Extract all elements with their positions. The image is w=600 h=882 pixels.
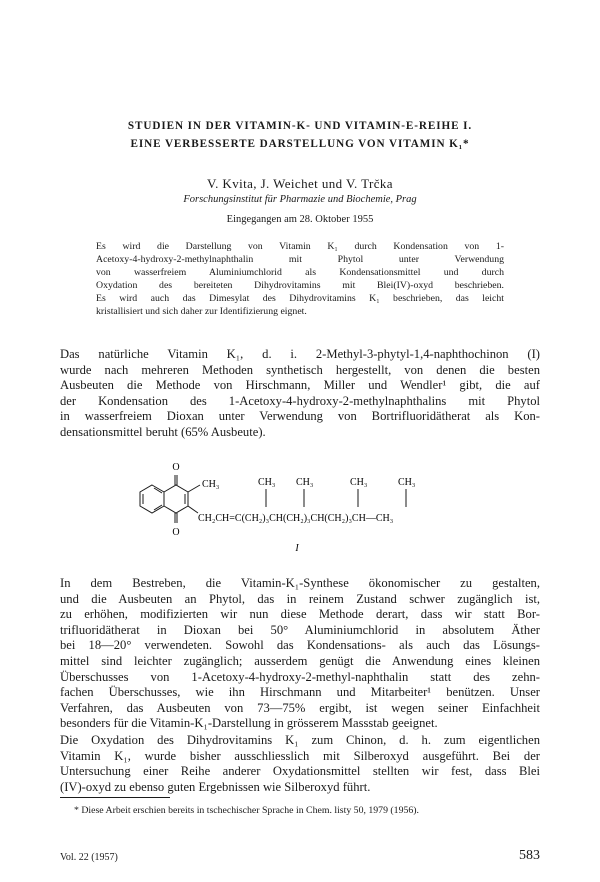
page-number: 583 <box>519 848 540 863</box>
authors: V. Kvita, J. Weichet und V. Trčka <box>207 176 393 191</box>
text-line: Die Oxydation des Dihydrovitamins K₁ zum Chinon, d. h. zum eigentlichen <box>60 733 540 747</box>
paragraph-2 <box>60 576 540 732</box>
text-line: Vitamin K₁, wurde bisher ausschliesslich mit Silberoxyd ausgeführt. Bei der <box>60 748 540 763</box>
text-line: Untersuchung einer Reihe anderer Oxydationsmittel stellten wir fest, dass Blei <box>60 764 540 779</box>
text-line: In dem Bestreben, die Vitamin-K₁-Synthese ökonomischer zu gestalten, <box>60 576 540 590</box>
text-line: densationsmittel beruht (65% Ausbeute). <box>60 424 266 439</box>
branch-methyl-label-3: CH₃ <box>350 477 368 488</box>
branch-methyl-label-2: CH₃ <box>296 477 314 488</box>
vitamin-k1-structure <box>130 455 450 555</box>
phytyl-chain-formula: CH₂CH=C(CH₂)₃CH(CH₂)₃CH(CH₂)₃CH—CH₃ <box>198 513 394 524</box>
abstract-line: Es wird auch das Dimesylat des Dihydrovitamins K₁ beschrieben, das leicht <box>96 293 504 304</box>
ring-methyl-label: CH₃ <box>202 479 220 490</box>
abstract <box>96 240 504 318</box>
oxygen-bottom: O <box>172 527 180 538</box>
text-line: Das natürliche Vitamin K₁, d. i. 2-Methyl-3-phytyl-1,4-naphthochinon (I) <box>60 347 540 361</box>
abstract-line: Oxydation des bereiteten Dihydrovitamins mit Blei(IV)-oxyd beschrieben. <box>96 280 504 291</box>
abstract-line: Acetoxy-4-hydroxy-2-methylnaphthalin mit Phytol unter Verwendung <box>96 254 504 265</box>
text-line: trifluoridätherat in Dioxan bei 50° Aluminiumchlorid in absolutem Äther <box>60 622 540 637</box>
paper-title-line-1: STUDIEN IN DER VITAMIN-K- UND VITAMIN-E-REIHE I. <box>127 120 473 132</box>
oxygen-top: O <box>172 462 180 473</box>
paragraph-1 <box>60 347 540 441</box>
text-line: wurde nach mehreren Methoden synthetisch hergestellt, von denen die besten <box>60 362 540 377</box>
abstract-line: Es wird die Darstellung von Vitamin K₁ durch Kondensation von 1- <box>96 241 504 252</box>
paragraph-3 <box>60 733 540 795</box>
text-line: und die Ausbeuten an Phytol, das in reinem Zustand schwer zugänglich ist, <box>60 591 540 606</box>
text-line: Ausbeuten die Methode von Hirschmann, Miller und Wendler¹ gibt, die auf <box>60 378 540 393</box>
received-date: Eingegangen am 28. Oktober 1955 <box>226 214 374 225</box>
text-line: (IV)-oxyd zu ebenso guten Ergebnissen wie Silberoxyd führt. <box>60 779 371 794</box>
side-chain-bond <box>188 506 198 513</box>
compound-label: I <box>295 543 299 554</box>
volume-info: Vol. 22 (1957) <box>60 852 118 863</box>
methyl-bond <box>188 485 200 492</box>
affiliation: Forschungsinstitut für Pharmazie und Biochemie, Prag <box>183 194 417 205</box>
branch-methyl-label-1: CH₃ <box>258 477 276 488</box>
text-line: der Kondensation des 1-Acetoxy-4-hydroxy-2-methylnaphthalins mit Phytol <box>60 393 540 408</box>
footnote: * Diese Arbeit erschien bereits in tschechischer Sprache in Chem. listy 50, 1979 (1956). <box>74 805 419 816</box>
text-line: Verfahren, das Ausbeuten von 73—75% ergibt, ist wegen seiner Einfachheit <box>60 700 540 715</box>
text-line: zu erhöhen, modifizierten wir nun diese Methode derart, dass wir statt Bor- <box>60 607 540 622</box>
branch-methyl-label-4: CH₃ <box>398 477 416 488</box>
text-line: besonders für die Vitamin-K₁-Darstellung in grösserem Massstab geeignet. <box>60 716 438 731</box>
abstract-line: von wasserfreiem Aluminiumchlorid als Kondensationsmittel und durch <box>96 267 504 278</box>
text-line: mittel sind leichter zugänglich; ausserdem genügt die Anwendung eines kleinen <box>60 653 540 668</box>
benzene-ring <box>140 485 164 513</box>
text-line: in wasserfreiem Dioxan unter Verwendung von Bortrifluoridätherat als Kon- <box>60 409 540 424</box>
text-line: bei 18—20° verwendeten. Sowohl das Kondensations- als auch das Lösungs- <box>60 638 540 653</box>
abstract-line: kristallisiert und sich daher zur Identifizierung eignet. <box>96 306 307 317</box>
quinone-ring <box>164 485 188 513</box>
paper-title-line-2: EINE VERBESSERTE DARSTELLUNG VON VITAMIN K₁* <box>130 138 470 150</box>
text-line: fachen Überschusses, wie ihn Hirschmann und Mitarbeiter¹ benützen. Unser <box>60 685 540 700</box>
footnote-rule <box>60 797 170 798</box>
text-line: Überschusses von 1-Acetoxy-4-hydroxy-2-methyl-naphthalin statt des zehn- <box>60 669 540 684</box>
